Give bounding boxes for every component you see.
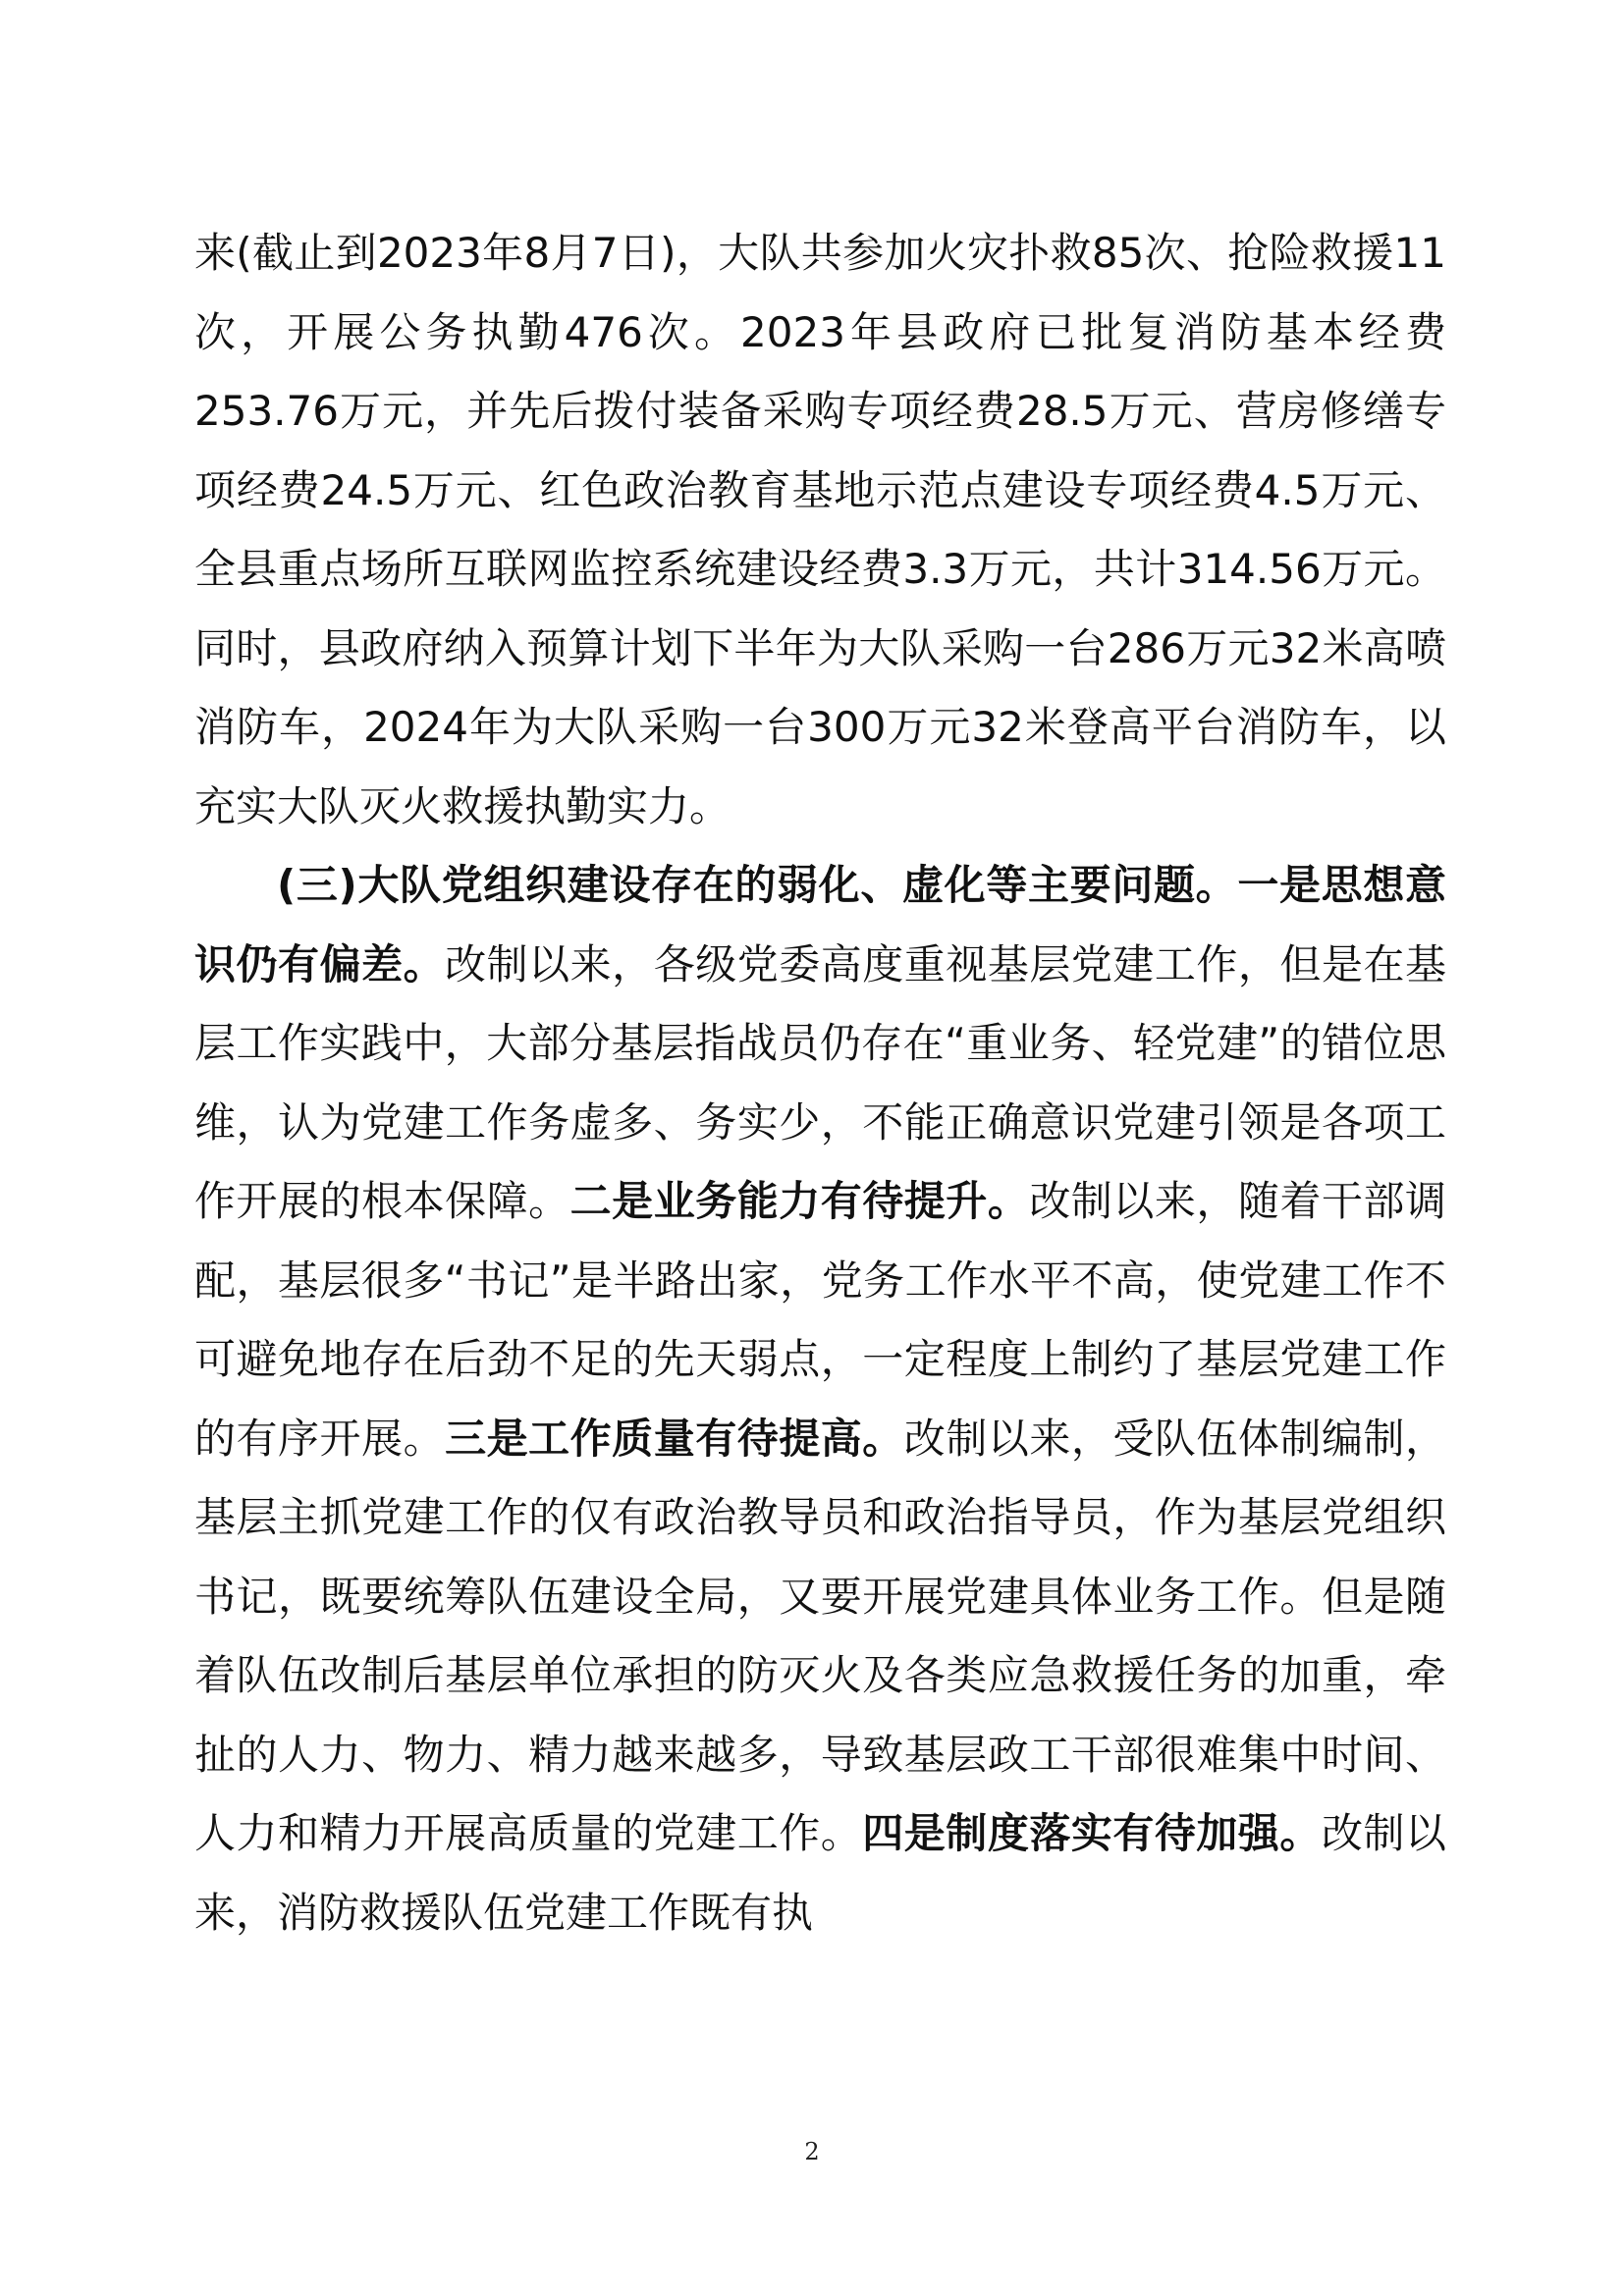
point1-title: 一是思想意识仍有偏差。	[194, 861, 1446, 988]
point3-text: 改制以来，受队伍体制编制，基层主抓党建工作的仅有政治教导员和政治指导员，作为基层党组织书记，既要统筹队伍建设全局，又要开展党建具体业务工作。但是随着队伍改制后基层单位承担的防灭火及各类应急救援任务的加重，牵扯的人力、物力、精力越来越多，导致基层政工干部很难集中时间、人力和精力开展高质量的党建工作。	[194, 1414, 1446, 1857]
point4-title: 四是制度落实有待加强。	[862, 1809, 1322, 1857]
point2-title: 二是业务能力有待提升。	[569, 1177, 1030, 1225]
paragraph-fire-rescue-stats: 来(截止到2023年8月7日)，大队共参加火灾扑救85次、抢险救援11次，开展公务执勤476次。2023年县政府已批复消防基本经费253.76万元，并先后拨付装备采购专项经费28.5万元、营房修缮专项经费24.5万元、红色政治教育基地示范点建设专项经费4.5万元、全县重点场所互联网监控系统建设经费3.3万元，共计314.56万元。同时，县政府纳入预算计划下半年为大队采购一台286万元32米高喷消防车，2024年为大队采购一台300万元32米登高平台消防车，以充实大队灭火救援执勤实力。	[194, 229, 1446, 830]
point1-text: 改制以来，各级党委高度重视基层党建工作，但是在基层工作实践中，大部分基层指战员仍存在“重业务、轻党建”的错位思维，认为党建工作务虚多、务实少，不能正确意识党建引领是各项工作开展的根本保障。	[194, 939, 1446, 1225]
section-heading: (三)大队党组织建设存在的弱化、虚化等主要问题。	[277, 861, 1238, 909]
paragraph-party-issues	[194, 846, 1446, 1952]
point4-text: 改制以来，消防救援队伍党建工作既有执	[194, 1809, 1446, 1937]
point2-text: 改制以来，随着干部调配，基层很多“书记”是半路出家，党务工作水平不高，使党建工作不可避免地存在后劲不足的先天弱点，一定程度上制约了基层党建工作的有序开展。	[194, 1177, 1446, 1463]
page-number: 2	[804, 2138, 820, 2165]
point3-title: 三是工作质量有待提高。	[445, 1414, 904, 1463]
body-text	[194, 214, 1446, 1952]
